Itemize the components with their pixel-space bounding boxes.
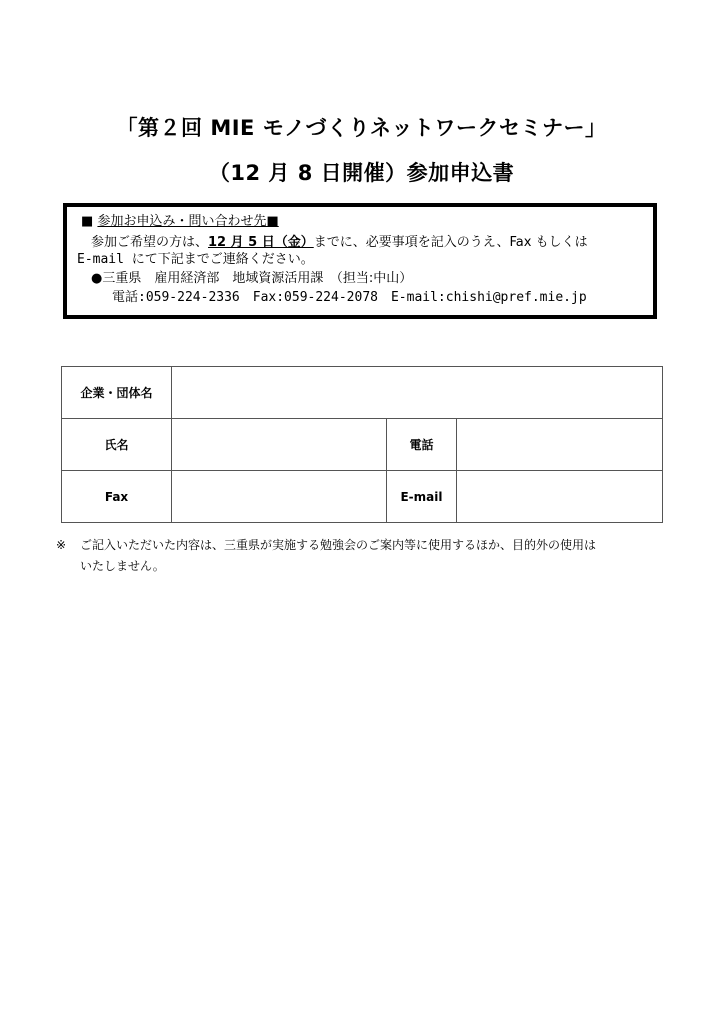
privacy-note-line1 <box>56 535 596 556</box>
name-input-cell[interactable] <box>172 419 387 471</box>
company-label: 企業・団体名 <box>62 367 172 419</box>
document-subtitle: （12 月 8 日開催）参加申込書 <box>208 161 515 185</box>
fax-label: Fax <box>62 471 172 523</box>
application-form-table <box>61 366 663 523</box>
name-label: 氏名 <box>62 419 172 471</box>
deadline-date: 12 月 5 日（金） <box>208 235 314 250</box>
fax-input-cell[interactable] <box>172 471 387 523</box>
contact-instructions-line2: E-mail にて下記までご連絡ください。 <box>77 252 314 267</box>
contact-header <box>81 214 279 230</box>
table-row-name-phone <box>62 419 663 471</box>
table-row-company <box>62 367 663 419</box>
phone-input-cell[interactable] <box>457 419 663 471</box>
phone-label: 電話 <box>387 419 457 471</box>
contact-header-text: 参加お申込み・問い合わせ先■ <box>97 214 279 229</box>
privacy-note-line2: いたしません。 <box>80 559 165 573</box>
email-input-cell[interactable] <box>457 471 663 523</box>
square-bullet-icon: ■ <box>81 214 94 229</box>
email-label: E-mail <box>387 471 457 523</box>
note-text-line1: ご記入いただいた内容は、三重県が実施する勉強会のご案内等に使用するほか、目的外の使用は <box>80 538 597 552</box>
contact-numbers: 電話:059-224-2336 Fax:059-224-2078 E-mail:chishi@pref.mie.jp <box>112 290 587 305</box>
instructions-prefix: 参加ご希望の方は、 <box>91 235 209 250</box>
department-name: ●三重県 雇用経済部 地域資源活用課 （担当:中山） <box>91 271 413 286</box>
contact-info-box <box>63 203 657 319</box>
instructions-suffix: までに、必要事項を記入のうえ、Fax もしくは <box>313 235 588 250</box>
table-row-fax-email <box>62 471 663 523</box>
note-mark: ※ <box>56 538 67 552</box>
document-title: 「第２回 MIE モノづくりネットワークセミナー」 <box>116 116 607 140</box>
contact-instructions <box>91 235 588 251</box>
company-input-cell[interactable] <box>172 367 663 419</box>
privacy-note <box>56 535 596 577</box>
